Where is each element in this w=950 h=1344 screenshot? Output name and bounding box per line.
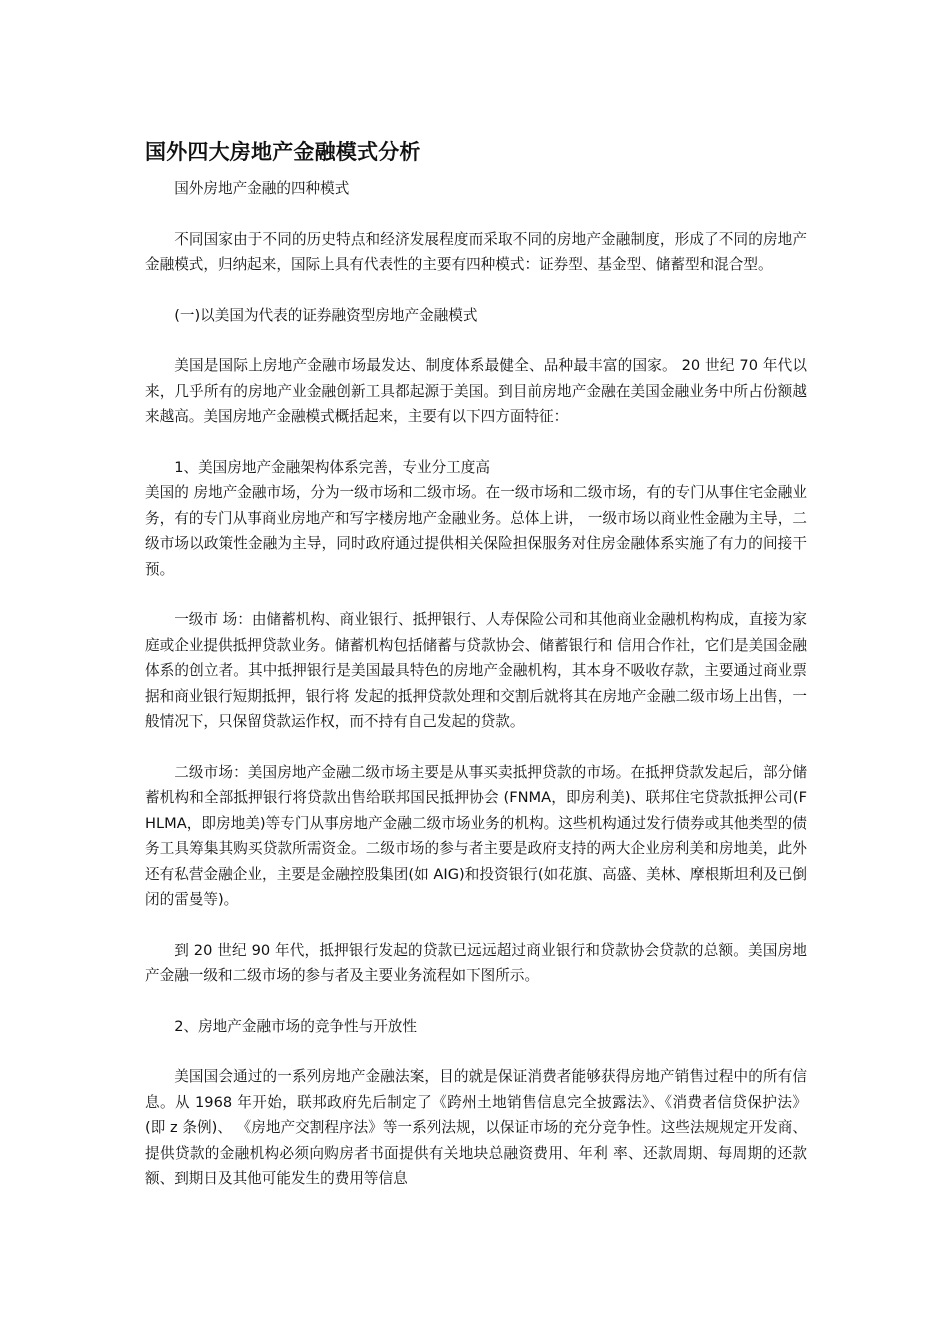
usa-overview-paragraph: 美国是国际上房地产金融市场最发达、制度体系最健全、品种最丰富的国家。 20 世纪 70 年代以来，几乎所有的房地产业金融创新工具都起源于美国。到目前房地产金融在美国金融业务中所占份额越来越高。美国房地产金融模式概括起来，主要有以下四方面特征： <box>145 357 807 425</box>
paragraph-gap <box>145 1039 807 1064</box>
nineties-paragraph: 到 20 世纪 90 年代，抵押银行发起的贷款已远远超过商业银行和贷款协会贷款的总额。美国房地产金融一级和二级市场的参与者及主要业务流程如下图所示。 <box>145 941 807 984</box>
section-heading-usa: (一)以美国为代表的证券融资型房地产金融模式 <box>174 306 478 324</box>
paragraph-gap <box>145 278 807 303</box>
section-subtitle: 国外房地产金融的四种模式 <box>174 180 350 197</box>
document-title: 国外四大房地产金融模式分析 <box>145 140 421 164</box>
paragraph-gap <box>145 328 807 353</box>
intro-paragraph: 不同国家由于不同的历史特点和经济发展程度而采取不同的房地产金融制度，形成了不同的房地产金融模式，归纳起来，国际上具有代表性的主要有四种模式：证券型、基金型、储蓄型和混合型。 <box>145 230 807 273</box>
feature-heading-2: 2、房地产金融市场的竞争性与开放性 <box>174 1017 417 1035</box>
secondary-market-paragraph: 二级市场：美国房地产金融二级市场主要是从事买卖抵押贷款的市场。在抵押贷款发起后，部分储蓄机构和全部抵押银行将贷款出售给联邦国民抵押协会 (FNMA，即房利美)、联邦住宅贷款抵押公司(FHLMA，即房地美)等专门从事房地产金融二级市场业务的机构。这些机构通过发行债券或其他类型的债务工具筹集其购买贷款所需资金。二级市场的参与者主要是政府支持的两大企业房利美和房地美，此外还有私营金融企业，主要是金融控股集团(如 AIG)和投资银行(如花旗、高盛、美林、摩根斯坦利及已倒闭的雷曼等)。 <box>145 763 807 908</box>
paragraph-gap <box>145 735 807 760</box>
primary-market-paragraph: 一级市 场：由储蓄机构、商业银行、抵押银行、人寿保险公司和其他商业金融机构构成，直接为家庭或企业提供抵押贷款业务。储蓄机构包括储蓄与贷款协会、储蓄银行和 信用合作社，它们是美国金融体系的创立者。其中抵押银行是美国最具特色的房地产金融机构，其本身不吸收存款，主要通过商业票据和商业银行短期抵押，银行将 发起的抵押贷款处理和交割后就将其在房地产金融二级市场上出售，一般情况下，只保留贷款运作权，而不持有自己发起的贷款。 <box>145 611 807 730</box>
feature-heading-1: 1、美国房地产金融架构体系完善，专业分工度高 <box>174 458 490 476</box>
paragraph-gap <box>145 989 807 1014</box>
paragraph-gap <box>145 582 807 607</box>
paragraph-gap <box>145 913 807 938</box>
paragraph-gap <box>145 202 807 227</box>
document-page <box>145 138 807 1192</box>
legislation-paragraph: 美国国会通过的一系列房地产金融法案，目的就是保证消费者能够获得房地产销售过程中的所有信息。从 1968 年开始，联邦政府先后制定了《跨州土地销售信息完全披露法》、《消费者信贷保护法》(即 z 条例)、 《房地产交割程序法》等一系列法规，以保证市场的充分竞争性。这些法规规定开发商、提供贷款的金融机构必须向购房者书面提供有关地块总融资费用、年利 率、还款周期、每周期的还款额、到期日及其他可能发生的费用等信息 <box>145 1068 807 1187</box>
paragraph-gap <box>145 430 807 455</box>
market-structure-paragraph: 美国的 房地产金融市场，分为一级市场和二级市场。在一级市场和二级市场，有的专门从事住宅金融业务，有的专门从事商业房地产和写字楼房地产金融业务。总体上讲， 一级市场以商业性金融为主导，二级市场以政策性金融为主导，同时政府通过提供相关保险担保服务对住房金融体系实施了有力的间接干预。 <box>145 484 807 578</box>
